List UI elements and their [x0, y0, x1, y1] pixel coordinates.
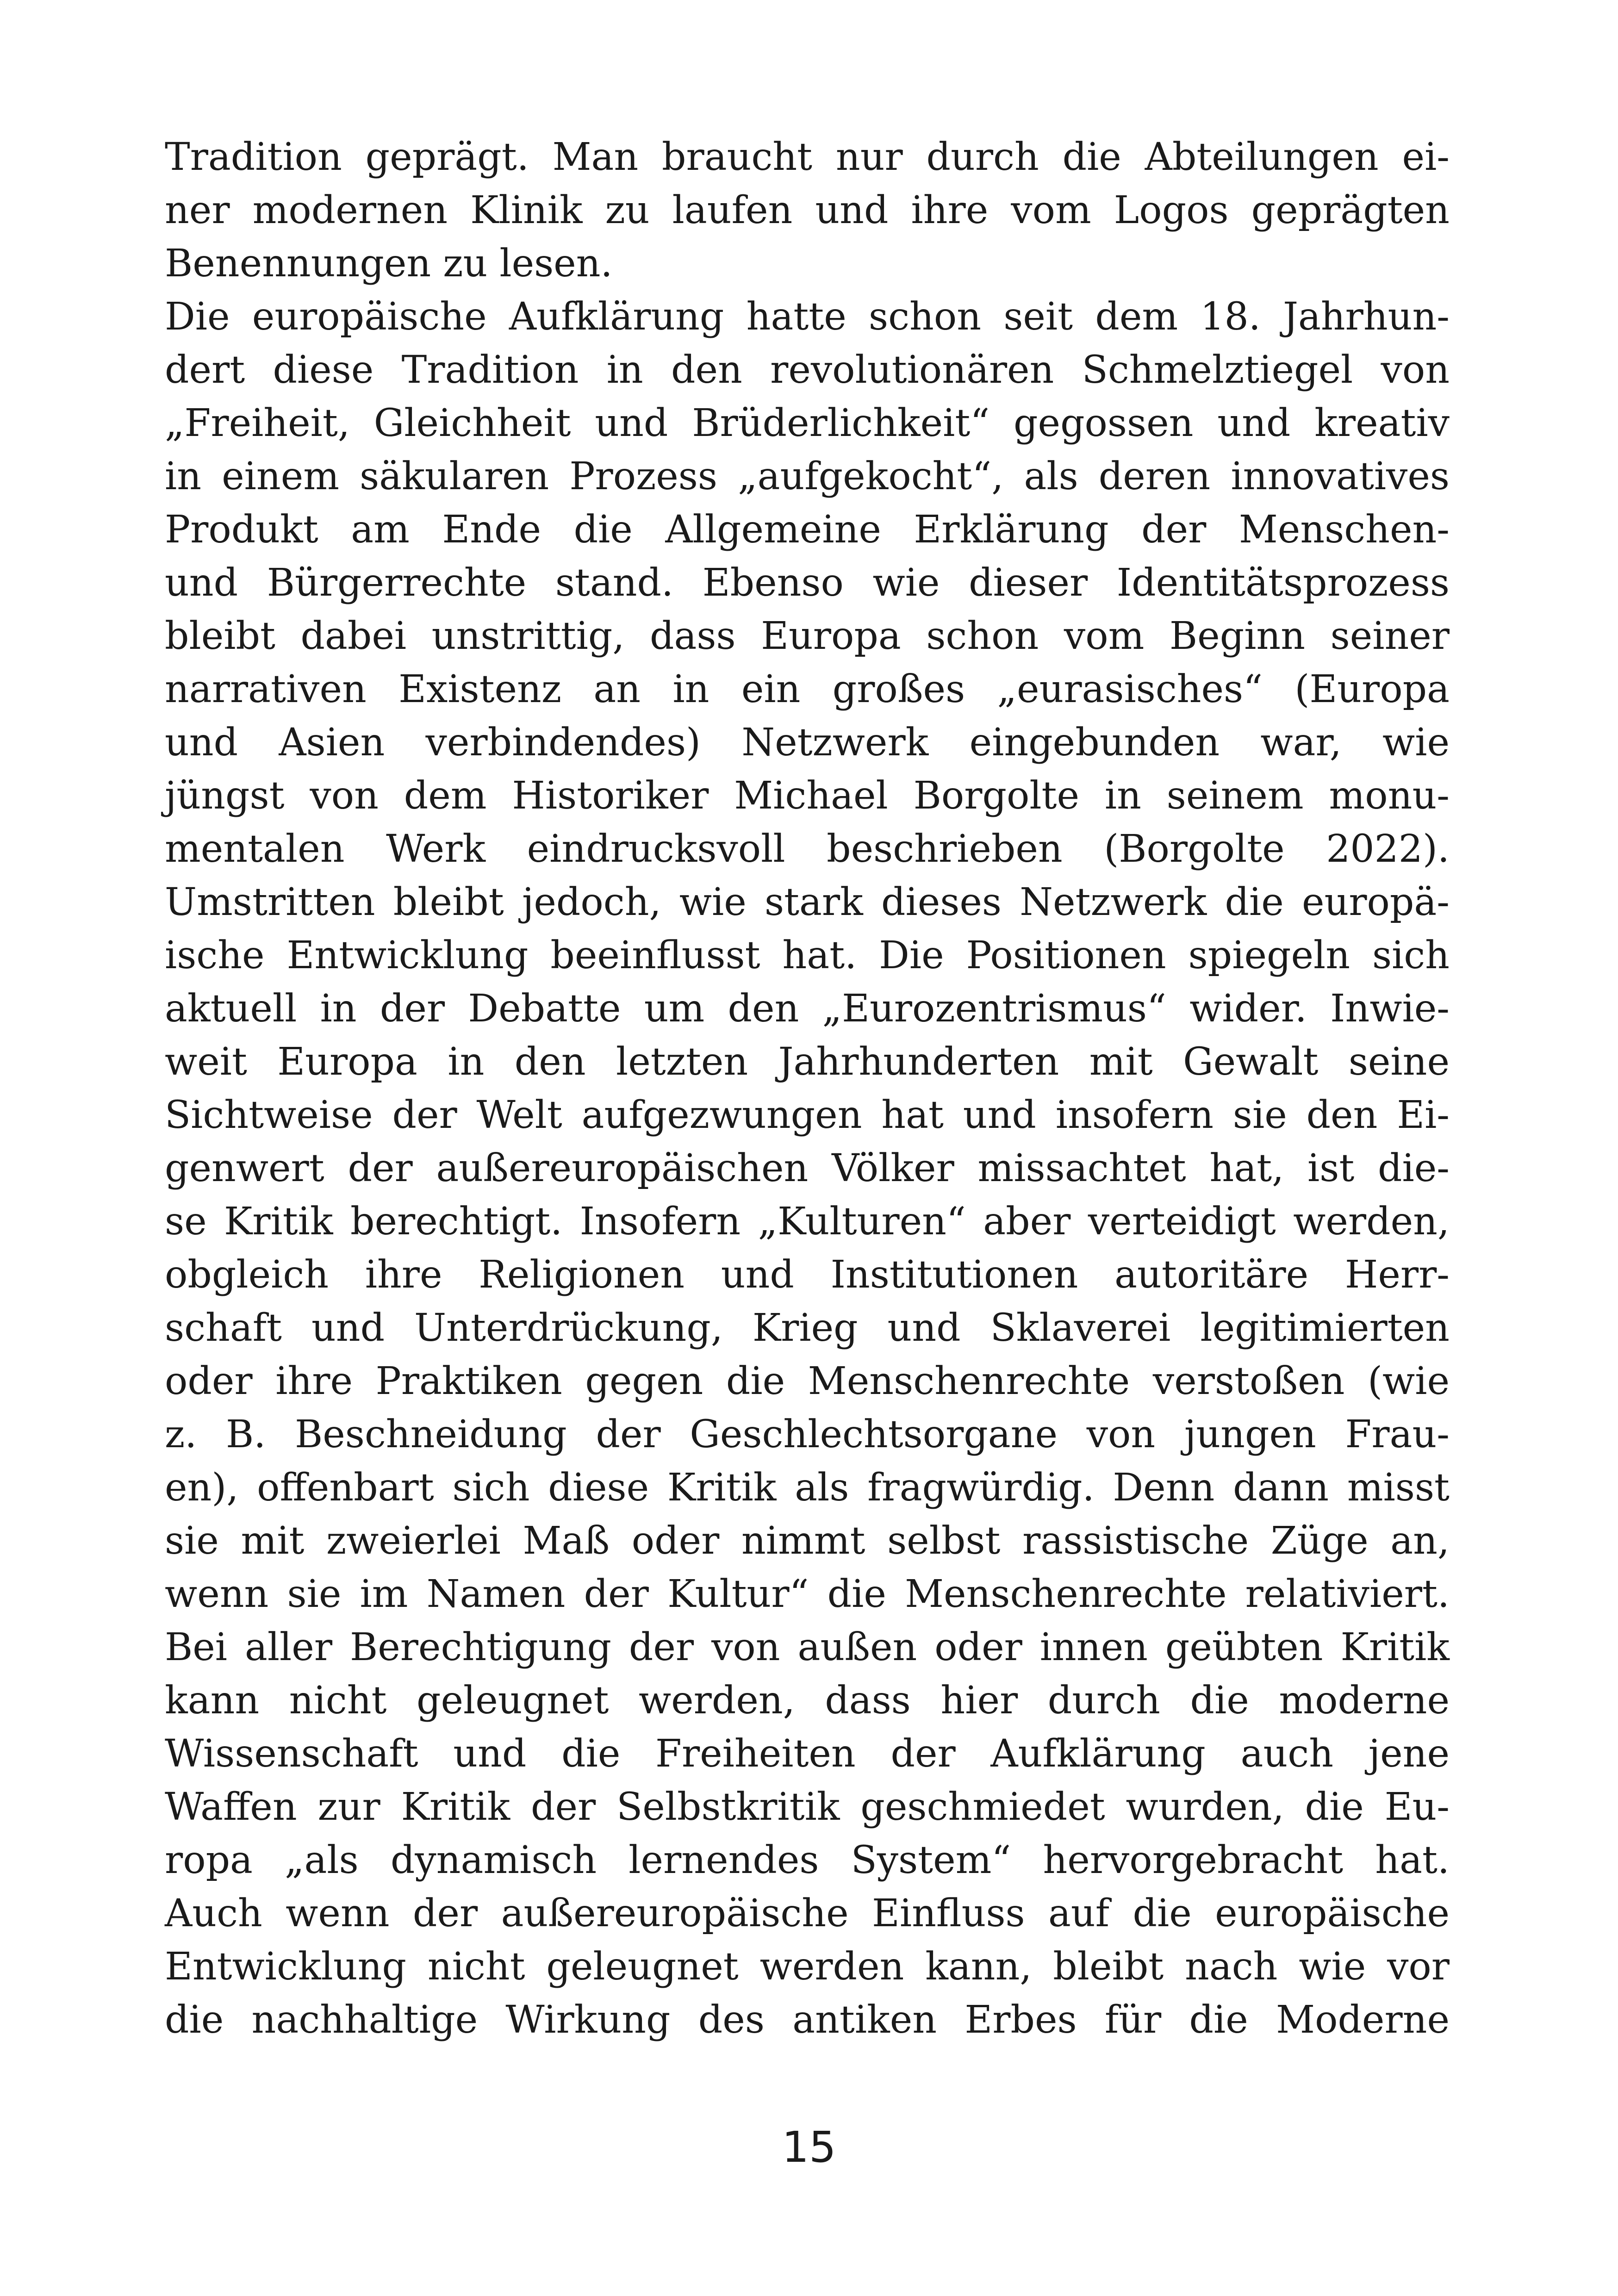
text-line: ner modernen Klinik zu laufen und ihre vom Logos geprägten [165, 188, 1450, 232]
text-line: se Kritik berechtigt. Insofern „Kulturen“ aber verteidigt werden, [165, 1200, 1450, 1244]
text-line: Bei aller Berechtigung der von außen oder innen geübten Kritik [165, 1625, 1450, 1669]
text-line: die nachhaltige Wirkung des antiken Erbes für die Moderne [165, 1998, 1450, 2042]
text-line: en), offenbart sich diese Kritik als fragwürdig. Denn dann misst [165, 1466, 1450, 1510]
text-line: ropa „als dynamisch lernendes System“ hervorgebracht hat. [165, 1838, 1450, 1882]
text-line: oder ihre Praktiken gegen die Menschenrechte verstoßen (wie [165, 1359, 1450, 1403]
page-number: 15 [782, 2122, 836, 2172]
text-line: und Bürgerrechte stand. Ebenso wie dieser Identitätsprozess [165, 561, 1450, 605]
text-line: Produkt am Ende die Allgemeine Erklärung der Menschen- [165, 508, 1450, 552]
text-line: obgleich ihre Religionen und Institutionen autoritäre Herr- [165, 1253, 1450, 1297]
body-text [165, 131, 1450, 2047]
text-line: weit Europa in den letzten Jahrhunderten mit Gewalt seine [165, 1040, 1450, 1084]
text-line: ische Entwicklung beeinflusst hat. Die Positionen spiegeln sich [165, 933, 1450, 977]
text-line: Auch wenn der außereuropäische Einfluss auf die europäische [165, 1892, 1450, 1935]
text-line: bleibt dabei unstrittig, dass Europa schon vom Beginn seiner [165, 614, 1450, 658]
text-line: Wissenschaft und die Freiheiten der Aufklärung auch jene [165, 1732, 1450, 1776]
text-line: Tradition geprägt. Man braucht nur durch die Abteilungen ei- [165, 135, 1450, 179]
text-line: Umstritten bleibt jedoch, wie stark dieses Netzwerk die europä- [165, 880, 1450, 924]
text-line: aktuell in der Debatte um den „Eurozentrismus“ wider. Inwie- [165, 987, 1450, 1031]
text-line: Waffen zur Kritik der Selbstkritik geschmiedet wurden, die Eu- [165, 1785, 1450, 1829]
text-line: wenn sie im Namen der Kultur“ die Menschenrechte relativiert. [165, 1572, 1450, 1616]
text-line: schaft und Unterdrückung, Krieg und Sklaverei legitimierten [165, 1306, 1450, 1350]
text-line: Die europäische Aufklärung hatte schon seit dem 18. Jahrhun- [165, 295, 1450, 339]
text-line: genwert der außereuropäischen Völker missachtet hat, ist die- [165, 1146, 1450, 1190]
text-line: mentalen Werk eindrucksvoll beschrieben (Borgolte 2022). [165, 827, 1450, 871]
text-line: dert diese Tradition in den revolutionären Schmelztiegel von [165, 348, 1450, 392]
text-line: Sichtweise der Welt aufgezwungen hat und insofern sie den Ei- [165, 1093, 1450, 1137]
text-line: in einem säkularen Prozess „aufgekocht“, als deren innovatives [165, 454, 1450, 498]
text-line: jüngst von dem Historiker Michael Borgolte in seinem monu- [165, 774, 1450, 818]
text-line: Entwicklung nicht geleugnet werden kann, bleibt nach wie vor [165, 1945, 1450, 1989]
text-line: kann nicht geleugnet werden, dass hier durch die moderne [165, 1679, 1450, 1723]
text-line: und Asien verbindendes) Netzwerk eingebunden war, wie [165, 721, 1450, 765]
text-line: z. B. Beschneidung der Geschlechtsorgane von jungen Frau- [165, 1412, 1450, 1456]
text-line: Benennungen zu lesen. [165, 242, 613, 286]
text-line: sie mit zweierlei Maß oder nimmt selbst rassistische Züge an, [165, 1519, 1450, 1563]
text-line: narrativen Existenz an in ein großes „eurasisches“ (Europa [165, 667, 1450, 711]
text-line: „Freiheit, Gleichheit und Brüderlichkeit“ gegossen und kreativ [165, 401, 1450, 445]
